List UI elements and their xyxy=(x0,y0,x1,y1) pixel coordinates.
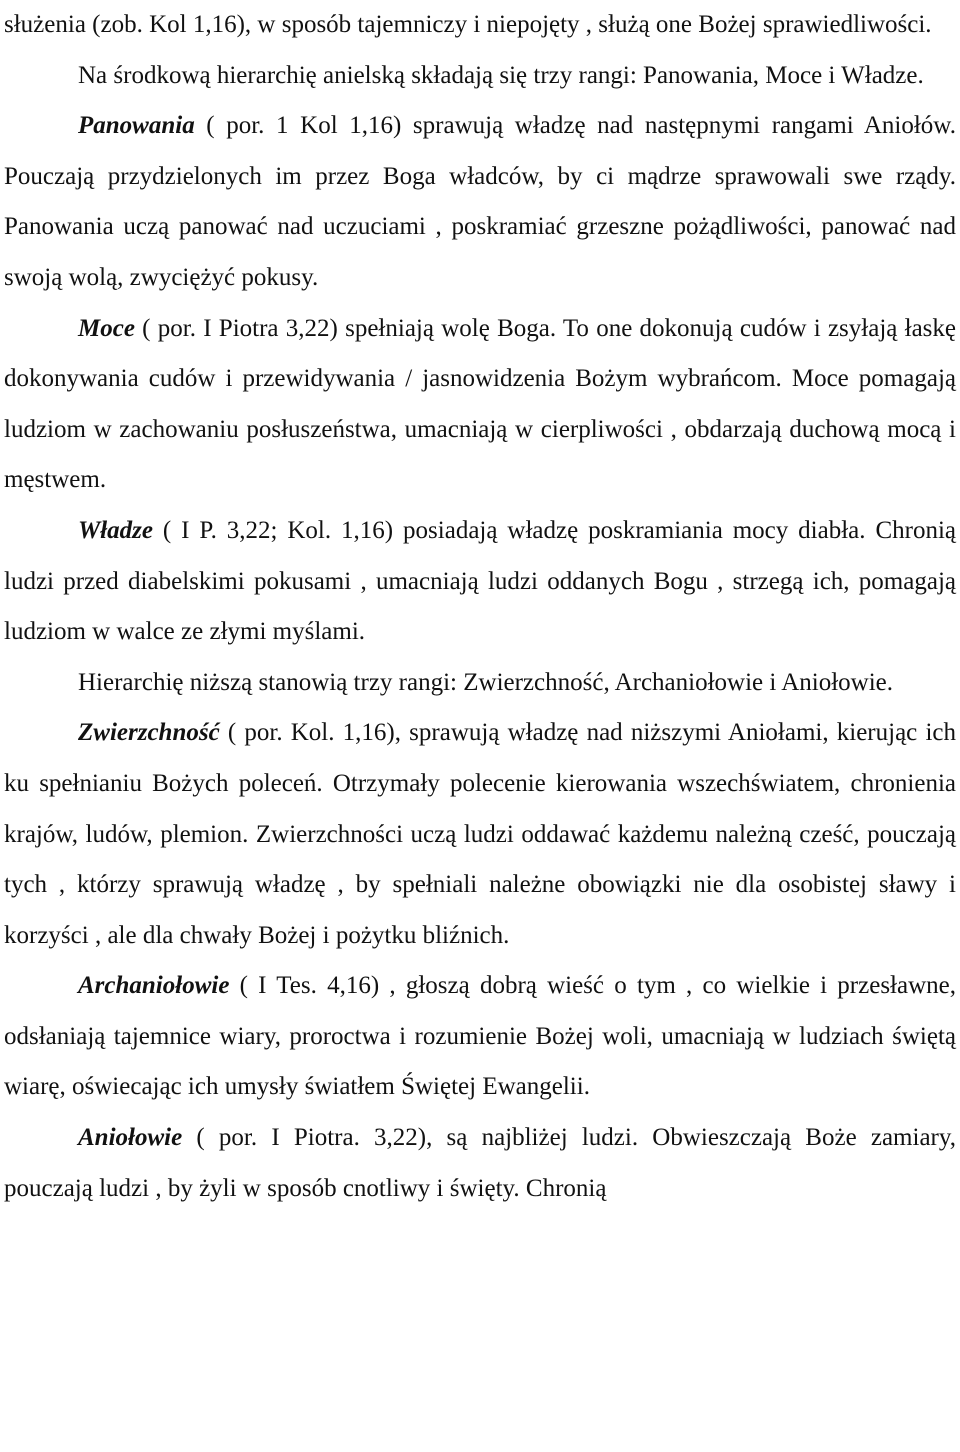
paragraph-text: ( I P. 3,22; Kol. 1,16) posiadają władzę poskramiania mocy diabła. Chronią ludzi przed diabelskimi pokusami , umacniają ludzi oddanych Bogu , strzegą ich, pomagają ludziom w walce ze złymi myślami. xyxy=(4,516,956,646)
paragraph-moce xyxy=(4,304,956,506)
paragraph-archaniolowie xyxy=(4,961,956,1113)
term-moce: Moce xyxy=(78,314,135,342)
paragraph-text: ( por. Kol. 1,16), sprawują władzę nad niższymi Aniołami, kierując ich ku spełnianiu Bożych poleceń. Otrzymały polecenie kierowania wszechświatem, chronienia krajów, ludów, plemion. Zwierzchności uczą ludzi oddawać każdemu należną cześć, pouczają tych , którzy sprawują władzę , by spełniali należne obowiązki nie dla osobistej sławy i korzyści , ale dla chwały Bożej i pożytku bliźnich. xyxy=(4,719,956,949)
paragraph-text: służenia (zob. Kol 1,16), w sposób tajemniczy i niepojęty , służą one Bożej sprawiedliwości. xyxy=(4,11,932,38)
paragraph-text: ( I Tes. 4,16) , głoszą dobrą wieść o tym , co wielkie i przesławne, odsłaniają tajemnice wiary, proroctwa i rozumienie Bożej woli, umacniają w ludziach świętą wiarę, oświecając ich umysły światłem Świętej Ewangelii. xyxy=(4,972,956,1101)
term-panowania: Panowania xyxy=(78,112,195,140)
paragraph-panowania xyxy=(4,101,956,303)
paragraph-text: Na środkową hierarchię anielską składają się trzy rangi: Panowania, Moce i Władze. xyxy=(78,61,924,89)
paragraph-wladze xyxy=(4,506,956,658)
term-archaniolowie: Archaniołowie xyxy=(78,972,230,1000)
term-aniolowie: Aniołowie xyxy=(78,1124,183,1152)
paragraph-aniolowie xyxy=(4,1113,956,1214)
paragraph-text: Hierarchię niższą stanowią trzy rangi: Zwierzchność, Archaniołowie i Aniołowie. xyxy=(78,668,893,696)
paragraph-middle-hierarchy xyxy=(4,51,956,102)
paragraph-zwierzchnosc xyxy=(4,708,956,961)
paragraph-text: ( por. I Piotra. 3,22), są najbliżej ludzi. Obwieszczają Boże zamiary, pouczają ludzi , by żyli w sposób cnotliwy i święty. Chronią xyxy=(4,1124,956,1202)
paragraph-continuation xyxy=(4,0,956,51)
document-page xyxy=(4,0,956,1214)
paragraph-text: ( por. I Piotra 3,22) spełniają wolę Boga. To one dokonują cudów i zsyłają łaskę dokonywania cudów i przewidywania / jasnowidzenia Bożym wybrańcom. Moce pomagają ludziom w zachowaniu posłuszeństwa, umacniają w cierpliwości , obdarzają duchową mocą i męstwem. xyxy=(4,314,956,494)
term-wladze: Władze xyxy=(78,516,153,544)
paragraph-lower-hierarchy xyxy=(4,658,956,709)
paragraph-text: ( por. 1 Kol 1,16) sprawują władzę nad następnymi rangami Aniołów. Pouczają przydzielonych im przez Boga władców, by ci mądrze sprawowali swe rządy. Panowania uczą panować nad uczuciami , poskramiać grzeszne pożądliwości, panować nad swoją wolą, zwyciężyć pokusy. xyxy=(4,112,956,291)
term-zwierzchnosc: Zwierzchność xyxy=(78,719,220,747)
